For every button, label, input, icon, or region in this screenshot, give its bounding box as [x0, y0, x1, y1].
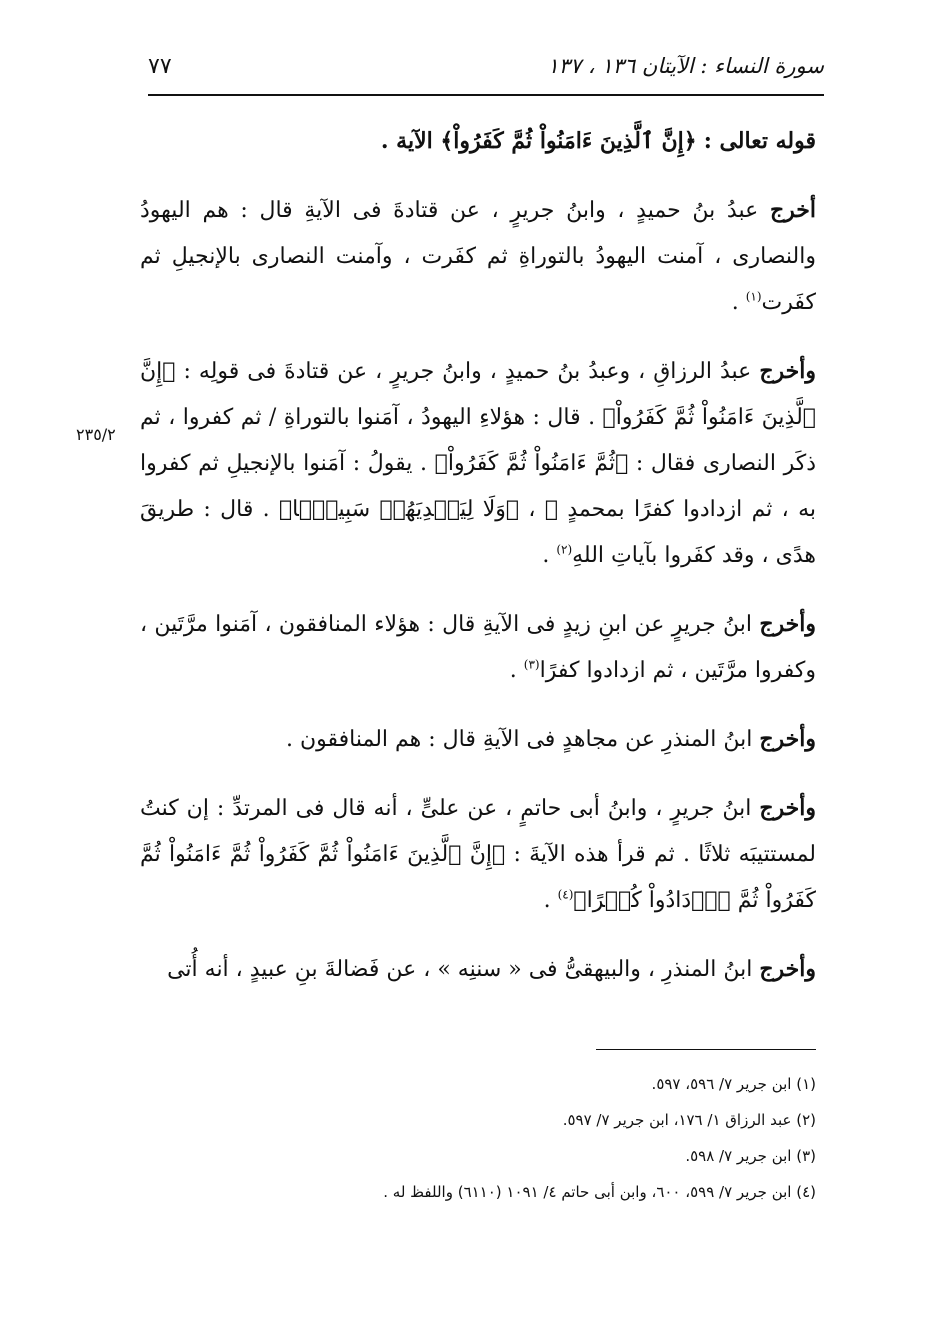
- header-rule: [148, 94, 824, 96]
- paragraph-text: ابنُ المنذرِ عن مجاهدٍ فى الآيةِ قال : هم المنافقون .: [286, 727, 753, 752]
- paragraph-text: ابنُ جريرٍ ، وابنُ أبى حاتمٍ ، عن علىٍّ ، أنه قال فى المرتدِّ : إن كنتُ لمستتيبَه ثلاثًا . ثم قرأ هذه الآيةَ : ﴿إِنَّ ٱلَّذِينَ ءَامَنُواْ ثُمَّ كَفَرُواْ ثُمَّ ءَامَنُواْ ثُمَّ كَفَرُواْ ثُمَّ ٱزۡدَادُواْ كُفۡرًا﴾: [140, 796, 816, 913]
- footnote-2: (٢) عبد الرزاق ١/ ١٧٦، ابن جرير ٧/ ٥٩٧.: [562, 1111, 816, 1129]
- running-head: سورة النساء : الآيتان ١٣٦ ، ١٣٧: [547, 54, 824, 78]
- paragraph-1: [140, 118, 816, 165]
- paragraph-lead: أخرج: [769, 197, 816, 223]
- margin-volume-note: ٢٣٥/٢: [76, 425, 116, 444]
- page-header: [148, 50, 824, 90]
- paragraph-end: .: [509, 658, 524, 683]
- paragraph-7: [140, 946, 816, 993]
- paragraph-4: [140, 601, 816, 694]
- paragraph-2: [140, 187, 816, 326]
- paragraph-5: [140, 716, 816, 763]
- footnote-ref: (١): [745, 289, 762, 304]
- footnotes: [140, 1066, 816, 1210]
- footnote-4: (٤) ابن جرير ٧/ ٥٩٩، ٦٠٠، وابن أبى حاتم ٤/ ١٠٩١ (٦١١٠) واللفظ له .: [383, 1183, 816, 1201]
- paragraph-text: ابنُ جريرٍ عن ابنِ زيدٍ فى الآيةِ قال : هؤلاء المنافقون ، آمَنوا مرَّتَين ، وكفروا مرَّتَين ، ثم ازدادوا كفرًا: [140, 612, 816, 683]
- paragraph-6: [140, 785, 816, 924]
- paragraph-lead: وأخرج: [759, 795, 816, 821]
- paragraph-lead: قوله تعالى :: [703, 128, 816, 154]
- main-text: [140, 118, 816, 1015]
- footnote-1: (١) ابن جرير ٧/ ٥٩٦، ٥٩٧.: [651, 1075, 816, 1093]
- footnote-ref: (٣): [523, 657, 540, 672]
- paragraph-lead: وأخرج: [759, 611, 816, 637]
- paragraph-lead: وأخرج: [759, 358, 816, 384]
- footnote-ref: (٢): [556, 542, 573, 557]
- paragraph-end: .: [543, 888, 558, 913]
- paragraph-text: عبدُ الرزاقِ ، وعبدُ بنُ حميدٍ ، وابنُ جريرٍ ، عن قتادةَ فى قولِه : ﴿إِنَّ ٱلَّذِينَ ءَامَنُواْ ثُمَّ كَفَرُواْ﴾ . قال : هؤلاءِ اليهودُ ، آمَنوا بالتوراةِ / ثم كفروا ، ثم ذكَر النصارى فقال : ﴿ثُمَّ ءَامَنُواْ ثُمَّ كَفَرُواْ﴾ . يقولُ : آمَنوا بالإنجيلِ ثم كفروا به ، ثم ازدادوا كفرًا بمحمدٍ ﷺ ، ﴿وَلَا لِيَهۡدِيَهُمۡ سَبِيلَۢا﴾ . قال : طريقَ هدًى ، وقد كفَروا بآياتِ اللهِ: [140, 359, 816, 568]
- footnote-rule: [596, 1049, 816, 1050]
- paragraph-lead: وأخرج: [759, 956, 816, 982]
- paragraph-text: عبدُ بنُ حميدٍ ، وابنُ جريرٍ ، عن قتادةَ فى الآيةِ قال : هم اليهودُ والنصارى ، آمنت اليهودُ بالتوراةِ ثم كفَرت ، وآمنت النصارى بالإنجيلِ ثم كفَرت: [140, 198, 816, 315]
- paragraph-text: ابنُ المنذرِ ، والبيهقىُّ فى « سننِه » ، عن فَضالةَ بنِ عبيدٍ ، أنه أُتى: [167, 957, 753, 982]
- footnote-ref: (٤): [557, 887, 574, 902]
- footnote-3: (٣) ابن جرير ٧/ ٥٩٨.: [685, 1147, 816, 1165]
- paragraph-3: [140, 348, 816, 579]
- paragraph-text: ﴿إِنَّ ٱلَّذِينَ ءَامَنُواْ ثُمَّ كَفَرُواْ﴾ الآية .: [380, 128, 697, 154]
- paragraph-end: .: [731, 290, 746, 315]
- page-number: ٧٧: [148, 54, 172, 79]
- paragraph-lead: وأخرج: [759, 726, 816, 752]
- paragraph-end: .: [542, 543, 557, 568]
